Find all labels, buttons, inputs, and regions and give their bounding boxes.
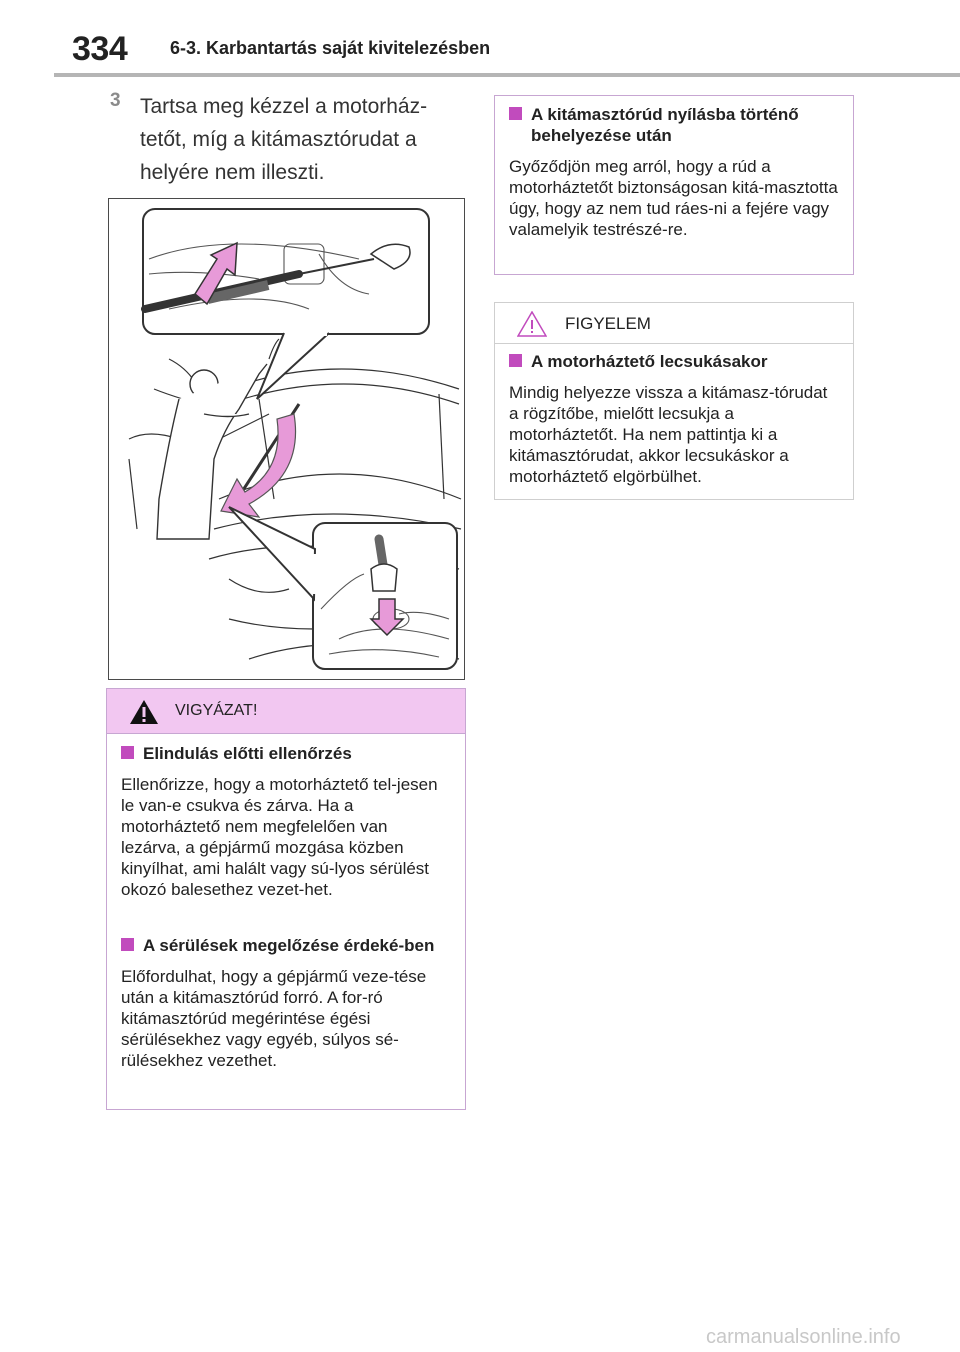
step-number: 3 — [110, 90, 121, 111]
section-title: 6-3. Karbantartás saját kivitelezésben — [170, 38, 491, 58]
warning-item-body: Ellenőrizze, hogy a motorháztető tel-jesen le van-e csukva és zárva. Ha a motorháztető nem megfelelően van lezárva, a gépjármű mozgása közben kinyílhat, ami halált vagy sú-lyos sérülést okozó balesethez vezet-het. — [121, 775, 438, 899]
square-bullet-icon — [121, 938, 134, 951]
square-bullet-icon — [509, 107, 522, 120]
warning-item-body: Előfordulhat, hogy a gépjármű veze-tése után a kitámasztórúd forró. A for-ró kitámasztórúd megérintése égési sérülésekhez vagy egyéb, súlyos sé-rülésekhez vezethet. — [121, 967, 427, 1070]
warning-item — [121, 935, 451, 1071]
square-bullet-icon — [509, 354, 522, 367]
warning-header — [107, 689, 465, 734]
page-number: 334 — [72, 30, 128, 68]
warning-item-title — [121, 935, 451, 956]
square-bullet-icon — [121, 746, 134, 759]
info-item-title — [509, 104, 839, 146]
notice-item-title-text: A motorháztető lecsukásakor — [531, 352, 768, 371]
notice-box — [494, 302, 854, 500]
warning-triangle-icon — [129, 699, 159, 730]
warning-item-title — [121, 743, 451, 764]
notice-title: FIGYELEM — [565, 314, 651, 333]
warning-item-title-text: Elindulás előtti ellenőrzés — [143, 744, 352, 763]
notice-item — [509, 351, 839, 487]
warning-box — [106, 688, 466, 1110]
notice-header — [495, 303, 853, 344]
caution-triangle-icon — [517, 311, 547, 342]
step-text: Tartsa meg kézzel a motorház-tetőt, míg a kitámasztórudat a helyére nem illeszti. — [140, 95, 428, 184]
watermark: carmanualsonline.info — [706, 1326, 901, 1348]
warning-title: VIGYÁZAT! — [175, 702, 258, 719]
info-box — [494, 95, 854, 275]
warning-item-title-text: A sérülések megelőzése érdeké-ben — [143, 936, 435, 955]
notice-item-body: Mindig helyezze vissza a kitámasz-tórudat a rögzítőbe, mielőtt lecsukja a motorháztetőt. Ha nem pattintja ki a kitámasztórudat, akkor lecsukáskor a motorháztető elgörbülhet. — [509, 383, 828, 486]
hood-support-illustration — [108, 198, 465, 680]
warning-item — [121, 743, 451, 900]
info-item-title-text: A kitámasztórúd nyílásba történő behelyezése után — [531, 105, 799, 145]
notice-item-title — [509, 351, 839, 372]
info-item-body: Győződjön meg arról, hogy a rúd a motorháztetőt biztonságosan kitá-masztotta úgy, hogy az nem tud ráes-ni a fejére vagy valamelyik testrészé-re. — [509, 157, 838, 239]
info-item — [509, 104, 839, 240]
header-divider — [54, 73, 960, 77]
page-header — [0, 0, 960, 80]
